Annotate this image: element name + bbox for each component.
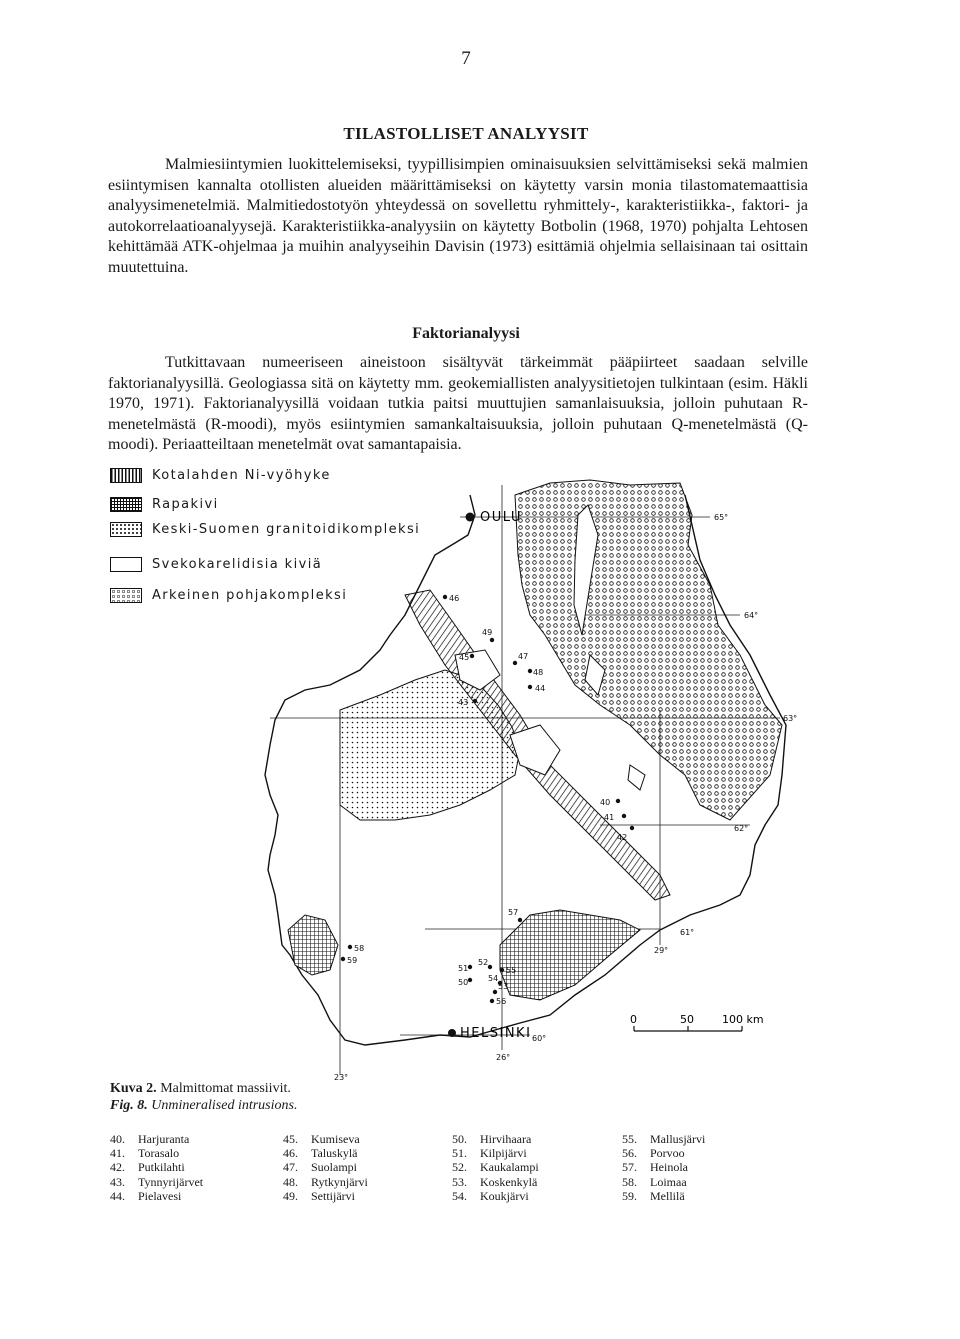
rapakivi-east-area	[500, 910, 640, 1000]
svg-text:51: 51	[458, 964, 469, 973]
legend-label: Svekokarelidisia kiviä	[152, 557, 323, 572]
page-number: 7	[461, 48, 471, 69]
crosshatch-swatch-icon	[110, 497, 142, 512]
svg-text:55: 55	[506, 966, 517, 975]
circle-swatch-icon	[110, 588, 142, 603]
svg-text:50: 50	[680, 1013, 694, 1026]
svg-text:42: 42	[617, 833, 628, 842]
figure-caption	[110, 1080, 297, 1114]
scale-bar	[630, 1013, 764, 1031]
svg-text:56: 56	[496, 997, 507, 1006]
helsinki-marker	[448, 1026, 531, 1041]
site-index-item: 51. Kilpijärvi	[452, 1146, 527, 1161]
legend-label: Arkeinen pohjakompleksi	[152, 588, 348, 603]
geologic-map	[230, 475, 810, 1090]
svg-text:54: 54	[488, 974, 499, 983]
dot-swatch-icon	[110, 522, 142, 537]
svg-text:60°: 60°	[532, 1034, 547, 1043]
site-index-item: 40. Harjuranta	[110, 1132, 190, 1146]
site-index-item: 59. Mellilä	[622, 1188, 685, 1203]
subsection-title: Faktorianalyysi	[412, 325, 520, 342]
svg-text:58: 58	[354, 944, 365, 953]
svg-text:49: 49	[482, 628, 493, 637]
caption-text-en: Unmineralised intrusions.	[151, 1098, 298, 1113]
site-index-column-4	[622, 1132, 705, 1203]
svg-text:46: 46	[449, 594, 460, 603]
svg-text:26°: 26°	[496, 1053, 511, 1062]
svg-text:43: 43	[458, 698, 469, 707]
svg-text:HELSINKI: HELSINKI	[460, 1026, 532, 1041]
site-index-item: 46. Taluskylä	[283, 1146, 358, 1161]
svg-text:40: 40	[600, 798, 611, 807]
site-index-item: 55. Mallusjärvi	[622, 1132, 706, 1146]
svg-text:52: 52	[478, 958, 489, 967]
svg-text:41: 41	[604, 813, 615, 822]
site-index-item: 54. Koukjärvi	[452, 1188, 529, 1203]
svg-text:50: 50	[458, 978, 469, 987]
site-index-item: 52. Kaukalampi	[452, 1160, 539, 1175]
archean-basement-area	[515, 480, 782, 820]
intro-paragraph: Malmiesiintymien luokittelemiseksi, tyypillisimpien ominaisuuksien selvittämiseksi sekä malmien esiintymisen kannalta otollisten alueiden määrittämiseksi on käytetty varsin monia tilastomatemaattisia analyysimenetelmiä. Malmitiedostotyön yhteydessä on sovellettu ryhmittely-, karakteristiikka-, faktori- ja autokorrelaatioanalyysejä. Karakteristiikka-analyysiin on käytetty Botbolin (1968, 1970) pohjalta Lehtosen kehittämää ATK-ohjelmaa ja muihin analyyseihin Davisin (1973) esittämiä ohjelmia sellaisinaan tai osittain muutettuina.	[108, 156, 808, 276]
site-index-item: 41. Torasalo	[110, 1146, 180, 1161]
site-index-column-2	[283, 1132, 368, 1203]
svg-text:47: 47	[518, 652, 529, 661]
site-index-item: 48. Rytkynjärvi	[283, 1174, 368, 1189]
caption-label-fi: Kuva 2.	[110, 1081, 157, 1096]
site-index-column-1	[110, 1132, 203, 1203]
svg-text:65°: 65°	[714, 513, 729, 522]
legend-label: Rapakivi	[152, 497, 219, 512]
site-index-item: 58. Loimaa	[622, 1174, 687, 1189]
site-index-item: 45. Kumiseva	[283, 1132, 360, 1146]
site-index-item: 50. Hirvihaara	[452, 1132, 532, 1146]
site-index-item: 47. Suolampi	[283, 1160, 358, 1175]
blank-swatch-icon	[110, 557, 142, 572]
site-index-item: 44. Pielavesi	[110, 1188, 182, 1203]
svg-text:45: 45	[459, 653, 470, 662]
svg-text:OULU: OULU	[480, 510, 522, 525]
site-index-column-3	[452, 1132, 539, 1203]
site-index-item: 57. Heinola	[622, 1160, 688, 1175]
factor-analysis-paragraph: Tutkittavaan numeeriseen aineistoon sisältyvät tärkeimmät pääpiirteet saadaan selville faktorianalyysillä. Geologiassa sitä on käytetty mm. geokemiallisten analyysitietojen tulkintaan (esim. Häkli 1970, 1971). Faktorianalyysillä voidaan tutkia paitsi muuttujien samanlaisuuksia, jolloin puhutaan R-menetelmästä (R-moodi), myös esiintymien samankaltaisuuksia, jolloin puhutaan Q-menetelmästä (Q-moodi). Periaatteiltaan menetelmät ovat samantapaisia.	[108, 354, 808, 453]
svg-text:62°: 62°	[734, 824, 749, 833]
legend-item-rapakivi	[110, 497, 219, 512]
site-index-item: 49. Settijärvi	[283, 1188, 355, 1203]
svg-text:0: 0	[630, 1013, 637, 1026]
legend-label: Kotalahden Ni-vyöhyke	[152, 468, 331, 483]
svg-text:64°: 64°	[744, 611, 759, 620]
svg-text:23°: 23°	[334, 1073, 349, 1082]
site-index-item: 53. Koskenkylä	[452, 1174, 538, 1189]
site-index-item: 56. Porvoo	[622, 1146, 685, 1161]
site-index-item: 43. Tynnyrijärvet	[110, 1174, 204, 1189]
svg-text:100 km: 100 km	[722, 1013, 764, 1026]
vertical-hatch-swatch-icon	[110, 468, 142, 483]
svg-text:63°: 63°	[783, 714, 798, 723]
rapakivi-west-area	[288, 915, 338, 975]
svg-text:44: 44	[535, 684, 546, 693]
svg-text:53: 53	[498, 982, 509, 991]
svg-text:59: 59	[347, 956, 358, 965]
svg-text:61°: 61°	[680, 928, 695, 937]
legend-label: Keski-Suomen granitoidikompleksi	[152, 522, 421, 537]
section-title: TILASTOLLISET ANALYYSIT	[343, 124, 589, 143]
svg-text:57: 57	[508, 908, 519, 917]
caption-label-en: Fig. 8.	[110, 1098, 148, 1113]
svg-text:48: 48	[533, 668, 544, 677]
site-index-item: 42. Putkilahti	[110, 1160, 185, 1175]
caption-text-fi: Malmittomat massiivit.	[160, 1081, 291, 1096]
svg-text:29°: 29°	[654, 946, 669, 955]
